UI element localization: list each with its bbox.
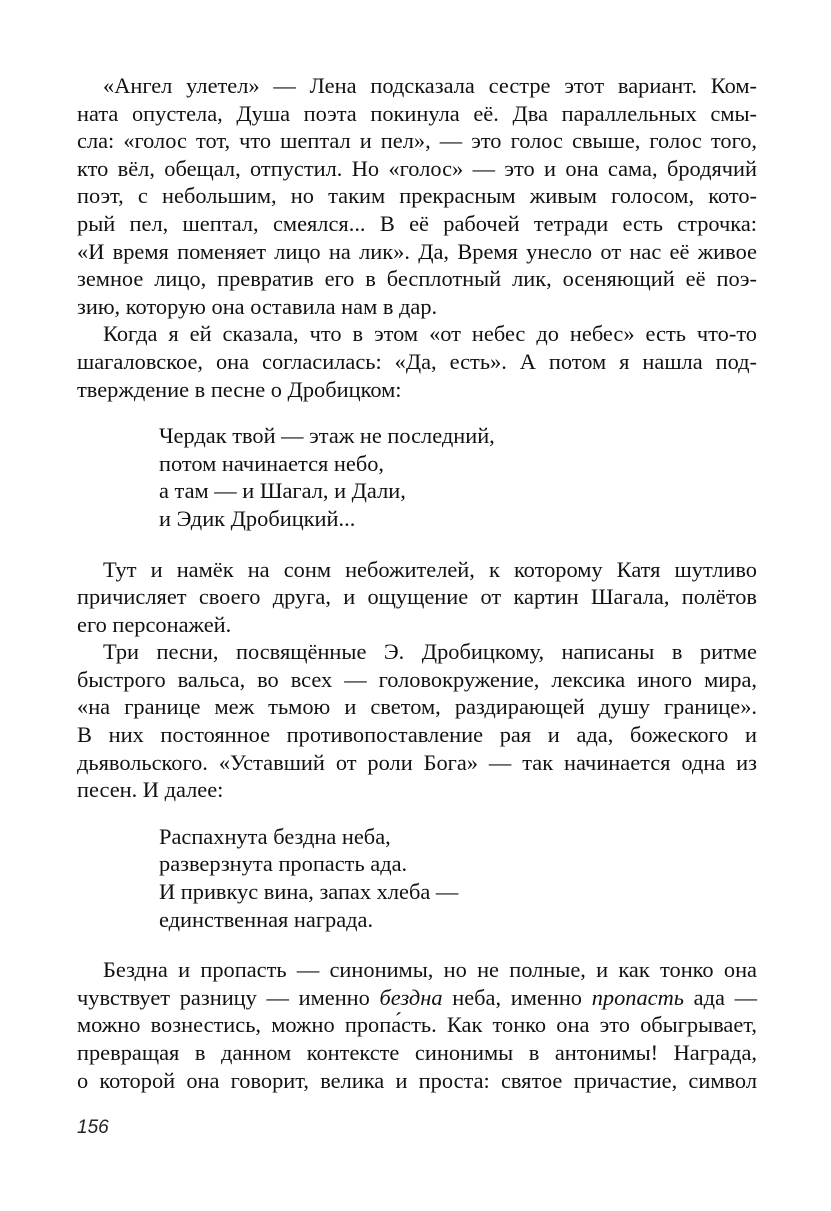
page-body [77, 72, 757, 1094]
paragraph-1 [77, 72, 757, 320]
text-line: его персонажей. [77, 611, 232, 637]
verse-line: разверзнута пропасть ада. [159, 851, 408, 877]
text-span: неба, именно [442, 984, 592, 1010]
verse-line: Чердак твой — этаж не последний, [159, 423, 495, 449]
text-line: песен. И далее: [77, 777, 224, 803]
verse-line: Распахнута бездна неба, [159, 823, 391, 849]
verse-line: И привкус вина, запах хлеба — [159, 879, 459, 905]
emphasis-word: бездна [379, 984, 443, 1010]
text-line: быстрого вальса, во всех — головокружение, лексика иного мира, [77, 666, 757, 692]
text-line: поэт, с небольшим, но таким прекрасным живым голосом, кото- [77, 183, 757, 209]
verse-quote-2 [77, 823, 757, 933]
paragraph-2 [77, 320, 757, 403]
text-line: превращая в данном контексте синонимы в антонимы! Награда, [77, 1040, 757, 1065]
page-number: 156 [77, 1117, 109, 1138]
text-line: Когда я ей сказала, что в этом «от небес до небес» есть что-то [103, 321, 757, 347]
verse-line: потом начинается небо, [159, 450, 385, 476]
text-line: о которой она говорит, велика и проста: святое причастие, символ [77, 1067, 757, 1093]
text-line: можно вознестись, можно пропа́сть. Как тонко она это обыгрывает, [77, 1012, 757, 1038]
verse-line: и Эдик Дробицкий... [159, 505, 356, 531]
text-line: «Ангел улетел» — Лена подсказала сестре этот вариант. Ком- [103, 73, 757, 98]
text-line: сла: «голос тот, что шептал и пел», — это голос свыше, голос того, [77, 128, 757, 154]
text-line: дьявольского. «Уставший от роли Бога» — так начинается одна из [77, 749, 757, 775]
text-line: тверждение в песне о Дробицком: [77, 376, 402, 402]
text-line: Тут и намёк на сонм небожителей, к которому Катя шутливо [103, 556, 757, 582]
paragraph-4 [77, 638, 757, 804]
text-line: ната опустела, Душа поэта покинула её. Два параллельных смы- [77, 100, 757, 126]
paragraph-5 [77, 956, 757, 1094]
text-line: «на границе меж тьмою и светом, раздирающей душу границе». [77, 694, 757, 720]
text-line: рый пел, шептал, смеялся... В её рабочей тетради есть строчка: [77, 210, 757, 236]
verse-line: единственная награда. [159, 906, 374, 932]
text-line: «И время поменяет лицо на лик». Да, Время унесло от нас её живое [77, 238, 757, 264]
text-span: чувствует разницу — именно [77, 984, 380, 1010]
text-line [77, 984, 757, 1012]
text-line: шагаловское, она согласилась: «Да, есть». А потом я нашла под- [77, 348, 757, 374]
paragraph-3 [77, 556, 757, 639]
text-line: Три песни, посвящённые Э. Дробицкому, написаны в ритме [103, 639, 757, 665]
text-line: земное лицо, превратив его в бесплотный лик, осеняющий её поэ- [77, 266, 757, 292]
text-line: В них постоянное противопоставление рая и ада, божеского и [77, 722, 757, 748]
text-span: ада — [683, 984, 757, 1010]
text-line: зию, которую она оставила нам в дар. [77, 293, 438, 319]
text-line: кто вёл, обещал, отпустил. Но «голос» — это и она сама, бродячий [77, 155, 757, 181]
text-line: Бездна и пропасть — синонимы, но не полные, и как тонко она [103, 957, 757, 983]
text-line: причисляет своего друга, и ощущение от картин Шагала, полётов [77, 584, 757, 610]
verse-line: а там — и Шагал, и Дали, [159, 478, 406, 504]
emphasis-word: пропасть [591, 984, 684, 1010]
verse-quote-1 [77, 422, 757, 532]
